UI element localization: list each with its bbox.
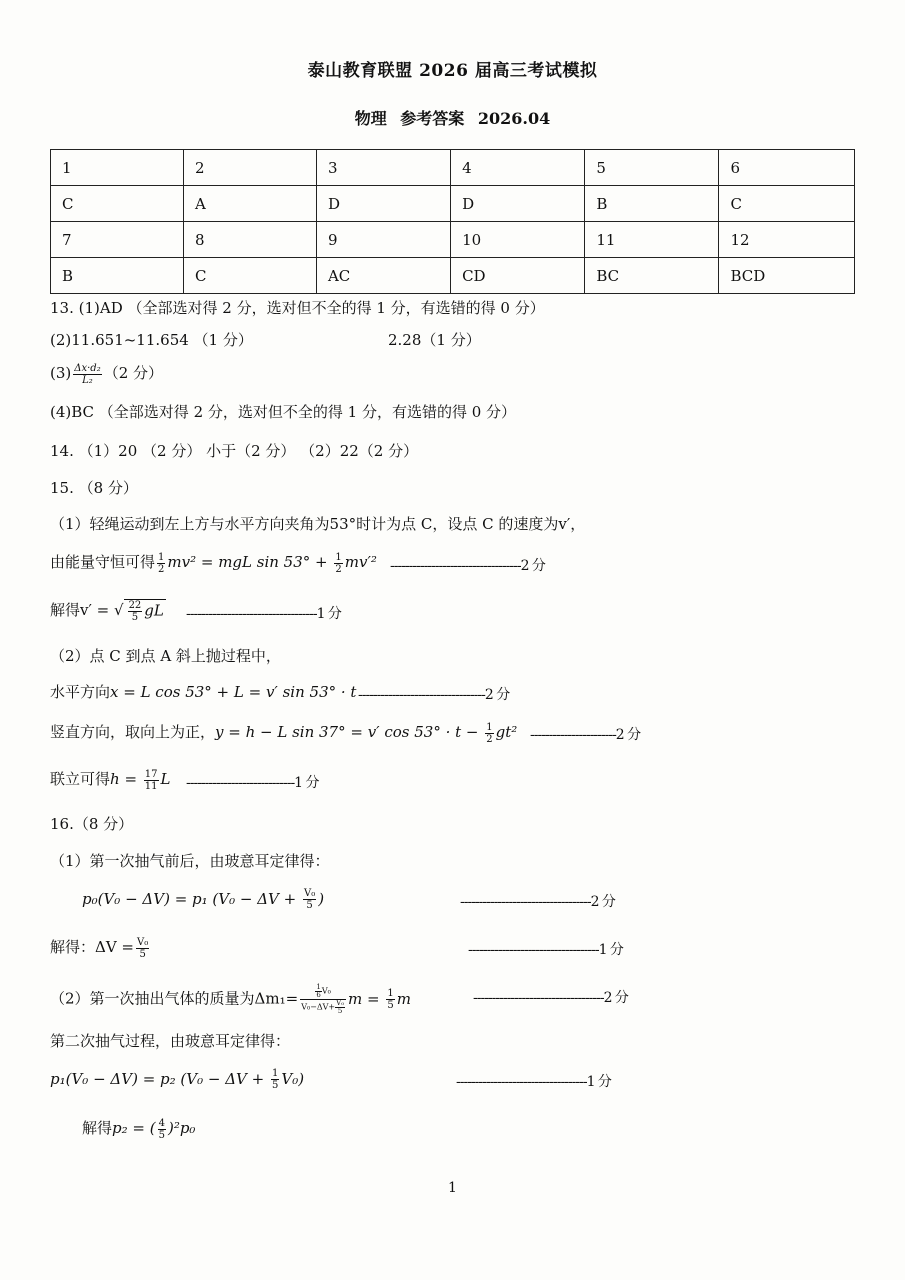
- table-cell: 5: [585, 150, 719, 186]
- energy-equation: $\frac{1}{2}$ mv² = mgL sin 53° + $\frac{1}{2}$ mv′²: [158, 551, 377, 575]
- table-cell: 6: [719, 150, 855, 186]
- height-result: h = $\frac{17}{11}$ L: [110, 768, 171, 792]
- delta-v-result: $\frac{\text{V₀}}{5}$: [137, 936, 149, 960]
- table-cell: 11: [585, 222, 719, 258]
- q16-line7: [82, 1117, 195, 1141]
- fraction-denominator: L₂: [82, 374, 93, 386]
- q15-line5: [50, 681, 356, 702]
- table-cell: BC: [585, 258, 719, 294]
- score-dashes: -----------------------------------2 分: [460, 894, 615, 910]
- score-dashes: ----------------------------------2 分: [358, 687, 510, 703]
- q15-line3: [50, 599, 166, 623]
- q15-line5-prefix: 水平方向: [50, 683, 111, 701]
- q13-part3-suffix: （2 分）: [103, 364, 164, 382]
- q15-line2-prefix: 由能量守恒可得: [50, 553, 156, 571]
- q13-part1: 13. (1)AD （全部选对得 2 分，选对但不全的得 1 分，有选错的得 0 分）: [50, 299, 545, 317]
- score-dashes: -----------------------------------1 分: [468, 942, 623, 958]
- boyle-equation-2: p₁(V₀ − ΔV) = p₂ (V₀ − ΔV + $\frac{1}{5}$ V₀): [50, 1068, 305, 1091]
- q16-line5: 第二次抽气过程，由玻意耳定律得：: [50, 1032, 291, 1050]
- table-cell: C: [51, 186, 184, 222]
- table-row: [51, 222, 855, 258]
- q16-line4-prefix: （2）第一次抽出气体的质量为Δm₁=: [50, 989, 299, 1008]
- score-dashes: -----------------------------------1 分: [186, 606, 341, 622]
- q14-line: 14. （1）20 （2 分） 小于（2 分） （2）22（2 分）: [50, 442, 419, 460]
- table-cell: 8: [183, 222, 316, 258]
- table-cell: A: [183, 186, 316, 222]
- q16-line6: [50, 1068, 304, 1091]
- score-dashes: -----------------------------1 分: [186, 775, 319, 791]
- score-dashes: -----------------------------------2 分: [390, 558, 545, 574]
- boyle-equation-1: p₀(V₀ − ΔV) = p₁ (V₀ − ΔV + $\frac{\text{V₀}}{5}$ ): [82, 888, 325, 911]
- table-cell: B: [585, 186, 719, 222]
- table-row: [51, 258, 855, 294]
- q15-line3-prefix: 解得v′ =: [50, 601, 110, 619]
- answer-table: [50, 149, 855, 294]
- score-dashes: -----------------------------------2 分: [473, 990, 628, 1006]
- page-number: 1: [448, 1180, 457, 1196]
- table-row: [51, 186, 855, 222]
- table-cell: 10: [451, 222, 585, 258]
- table-cell: 7: [51, 222, 184, 258]
- q15-heading: 15. （8 分）: [50, 479, 138, 497]
- table-cell: CD: [451, 258, 585, 294]
- q13-part3-fraction: [73, 363, 101, 386]
- pressure-result: p₂ = ( $\frac{4}{5}$ )²p₀: [112, 1117, 196, 1141]
- q16-line3: [50, 936, 151, 960]
- mass-fraction: $\frac{1}{6}$ V₀ V₀−ΔV+ $\frac{\text{V₀}}{5}$ m = $\frac{1}{5}$ m: [301, 983, 411, 1015]
- q16-line4: [50, 984, 411, 1015]
- table-cell: 3: [316, 150, 450, 186]
- table-row: [51, 150, 855, 186]
- sqrt-expression: √ $\frac{22}{5}$ gL: [114, 600, 164, 623]
- table-cell: 12: [719, 222, 855, 258]
- score-dashes: -----------------------2 分: [530, 727, 641, 743]
- q16-line1: （1）第一次抽气前后，由玻意耳定律得：: [50, 852, 330, 870]
- q15-line4: （2）点 C 到点 A 斜上抛过程中，: [50, 647, 281, 665]
- table-cell: B: [51, 258, 184, 294]
- q15-line6: [50, 721, 517, 745]
- table-cell: C: [183, 258, 316, 294]
- q15-line7: [50, 768, 170, 792]
- q13-part3-prefix: (3): [50, 364, 72, 382]
- q15-line6-prefix: 竖直方向，取向上为正，: [50, 723, 216, 741]
- horizontal-equation: x = L cos 53° + L = v′ sin 53° · t: [110, 683, 357, 701]
- q13-part2-b: 2.28（1 分）: [388, 331, 481, 349]
- q13-part2-a: (2)11.651~11.654 （1 分）: [50, 331, 253, 349]
- vertical-equation-tail: $\frac{1}{2}$ gt²: [486, 721, 518, 745]
- table-cell: 2: [183, 150, 316, 186]
- q16-line2: [82, 888, 324, 911]
- q16-line3-prefix: 解得：ΔV =: [50, 938, 135, 956]
- table-cell: D: [451, 186, 585, 222]
- q16-heading: 16.（8 分）: [50, 815, 134, 833]
- fraction-numerator: Δx·d₂: [74, 362, 101, 374]
- table-cell: C: [719, 186, 855, 222]
- score-dashes: -----------------------------------1 分: [456, 1074, 611, 1090]
- table-cell: 9: [316, 222, 450, 258]
- table-cell: 1: [51, 150, 184, 186]
- vertical-equation: y = h − L sin 37° = v′ cos 53° · t −: [215, 723, 479, 741]
- q15-line7-prefix: 联立可得: [50, 770, 111, 788]
- table-cell: AC: [316, 258, 450, 294]
- q13-part3: [50, 362, 163, 386]
- page-title: 泰山教育联盟 2026 届高三考试模拟: [307, 61, 598, 81]
- q15-line2: [50, 551, 377, 575]
- table-cell: BCD: [719, 258, 855, 294]
- table-cell: 4: [451, 150, 585, 186]
- q13-part4: (4)BC （全部选对得 2 分，选对但不全的得 1 分，有选错的得 0 分）: [50, 403, 517, 421]
- q16-line7-prefix: 解得: [82, 1119, 113, 1137]
- q15-line1: （1）轻绳运动到左上方与水平方向夹角为53°时计为点 C，设点 C 的速度为v′，: [50, 515, 586, 533]
- table-cell: D: [316, 186, 450, 222]
- page-subtitle: 物理 参考答案 2026.04: [354, 109, 551, 128]
